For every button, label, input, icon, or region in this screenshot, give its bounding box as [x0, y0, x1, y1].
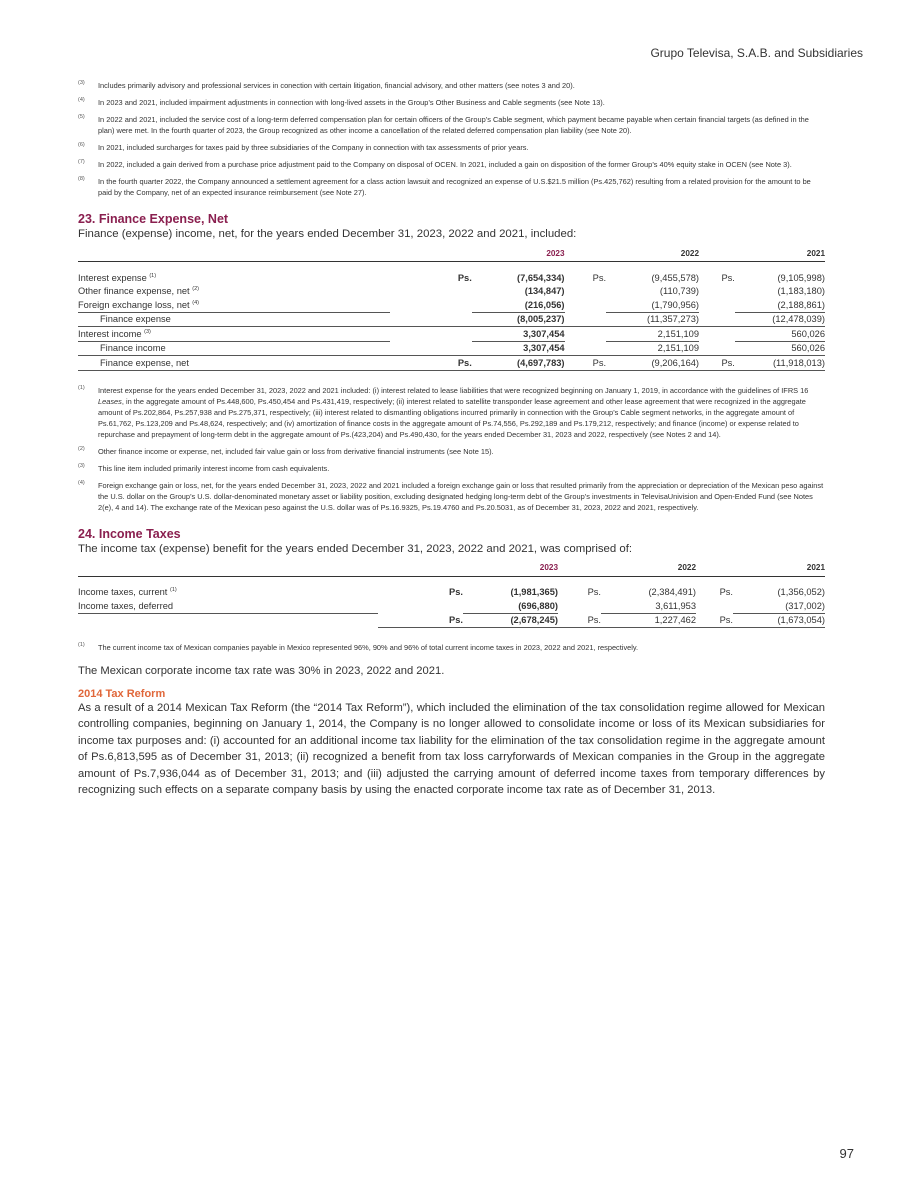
currency-label: Ps. [378, 613, 463, 628]
row-label: Finance expense [78, 312, 390, 327]
footnote-mark: (4) [78, 97, 85, 103]
footnote-text: In the fourth quarter 2022, the Company announced a settlement agreement for a class action lawsuit and recognized an expense of U.S.$21.5 million (Ps.425,762) resulting from a related provision for the amount to be paid by the Company, net of an expected insurance reimbursement (see Note 27). [98, 177, 811, 197]
footnote [78, 97, 825, 108]
currency-label: Ps. [457, 272, 472, 283]
page-number: 97 [839, 1146, 854, 1161]
income-taxes-table [78, 560, 825, 629]
currency-label: Ps. [719, 587, 733, 598]
year-header: 2023 [472, 245, 565, 262]
footnote [78, 176, 825, 198]
value-2023: (4,697,783) [472, 356, 565, 371]
footnote-text: Foreign exchange gain or loss, net, for the years ended December 31, 2023, 2022 and 2021 included a foreign exchange gain or loss that resulted primarily from the appreciation or depreciation of the Mexican peso against the U.S. dollar on the Group’s U.S. dollar-denominated monetary asset or liability position, excluding designated hedging long-term debt of the Group’s investments in TelevisaUnivision and Open-Ended Fund (see Notes 2(e), 4 and 14). The exchange rate of the Mexican peso against the U.S. dollar was of Ps.16.9325, Ps.19.4760 and Ps.20.5031, as of December 31, 2023, 2022 and 2021, respectively. [98, 480, 824, 512]
company-header: Grupo Televisa, S.A.B. and Subsidiaries [650, 46, 863, 60]
table-row [78, 298, 825, 312]
footnote-text: In 2022 and 2021, included the service cost of a long-term deferred compensation plan for certain officers of the Group’s Cable segment, which payment became payable when certain financial targets (as defined in the plan) were met. In the fourth quarter of 2023, the Group recognized as other income a cancellation of the related deferred compensation plan liability (see Note 20). [98, 115, 809, 135]
row-label: Income taxes, deferred [78, 599, 378, 613]
row-label: Finance income [78, 341, 390, 356]
currency-label: Ps. [696, 613, 733, 628]
currency-label: Ps. [587, 587, 601, 598]
table-header-row [78, 245, 825, 262]
footnote-mark: (1) [78, 642, 85, 648]
footnote-text: The current income tax of Mexican companies payable in Mexico represented 96%, 90% and 96% of total current income taxes in 2023, 2022 and 2021, respectively. [98, 643, 639, 652]
footnote [78, 385, 825, 440]
footnote [78, 80, 825, 91]
footnote-ref: (1) [149, 272, 157, 279]
footnote [78, 159, 825, 170]
footnote-mark: (1) [78, 384, 85, 391]
footnote-text-italic: Leases [98, 396, 122, 406]
value-2023: 3,307,454 [472, 327, 565, 342]
value-2021: (11,918,013) [735, 356, 825, 371]
currency-label: Ps. [390, 356, 472, 371]
row-label: Interest income [78, 328, 142, 339]
value-2023: (696,880) [463, 599, 558, 613]
footnote-mark: (3) [78, 462, 85, 469]
value-2023: (216,056) [472, 298, 565, 312]
year-header: 2022 [606, 245, 699, 262]
currency-label: Ps. [565, 356, 607, 371]
footnote-mark: (2) [78, 445, 85, 452]
value-2022: (11,357,273) [606, 312, 699, 327]
footnote-ref: (1) [170, 587, 177, 594]
footnote-mark: (8) [78, 176, 85, 182]
value-2021: (1,673,054) [733, 613, 825, 628]
value-2023: (7,654,334) [516, 272, 565, 283]
footnote [78, 463, 825, 474]
table-row [78, 586, 825, 600]
footnote-text: Interest expense for the years ended December 31, 2023, 2022 and 2021 included: (i) interest related to lease liabilities that were recognized beginning on January 1, 2019, in accordance with the guidelines of IFRS 16 [98, 385, 809, 395]
top-footnotes [78, 80, 825, 198]
currency-label: Ps. [721, 272, 735, 283]
currency-label: Ps. [558, 613, 601, 628]
footnote-text: , in the aggregate amount of Ps.448,600, Ps.450,454 and Ps.431,419, respectively; (ii) interest related to satellite transponder lease agreement and other lease agreement that were recognized in the aggregate amount of Ps.202,864, Ps.257,938 and Ps.275,371, respectively; (iii) interest related to dismantling obligations incurred primarily in connection with the Group’s Cable segment networks, in the aggregate amount of Ps.61,762, Ps.123,209 and Ps.48,624, respectively; and (iv) amortization of finance costs in the aggregate amount of Ps.74,556, Ps.292,189 and Ps.179,212, respectively; and finance (income) or expense related to repurchase and prepayment of long-term debt in the aggregate amount of Ps.(423,204) and Ps.490,430, for the years ended December 31, 2023 and 2022, respectively (see Notes 2 and 14). [98, 396, 806, 439]
value-2021: (2,188,861) [735, 298, 825, 312]
finance-expense-table [78, 245, 825, 371]
row-label: Finance expense, net [78, 356, 390, 371]
currency-label: Ps. [699, 356, 735, 371]
footnote-mark: (7) [78, 159, 85, 165]
value-2021: (1,356,052) [777, 587, 825, 598]
row-label [78, 613, 378, 628]
value-2021: (12,478,039) [735, 312, 825, 327]
value-2022: 2,151,109 [606, 327, 699, 342]
value-2023: (2,678,245) [463, 613, 558, 628]
currency-label: Ps. [592, 272, 607, 283]
row-label: Other finance expense, net [78, 286, 190, 297]
table-header-row [78, 560, 825, 577]
value-2022: (110,739) [659, 286, 700, 297]
year-header: 2023 [463, 560, 558, 577]
tax-reform-subheading: 2014 Tax Reform [78, 687, 166, 700]
row-label: Foreign exchange loss, net [78, 299, 190, 310]
value-2023: (1,981,365) [510, 587, 558, 598]
footnote [78, 142, 825, 153]
table-row [78, 327, 825, 342]
value-2022: 3,611,953 [601, 599, 696, 613]
row-label: Income taxes, current [78, 587, 168, 598]
footnote-text: In 2021, included surcharges for taxes paid by three subsidiaries of the Company in connection with tax assessments of prior years. [98, 143, 529, 152]
value-2023: (134,847) [524, 286, 565, 297]
footnote-text: In 2023 and 2021, included impairment adjustments in connection with long-lived assets in the Group’s Other Business and Cable segments (see Note 13). [98, 98, 605, 107]
footnote [78, 642, 825, 653]
table-total-row [78, 356, 825, 371]
value-2023: (8,005,237) [472, 312, 565, 327]
footnote [78, 446, 825, 457]
year-header: 2022 [601, 560, 696, 577]
table-row [78, 285, 825, 299]
section-23-title: 23. Finance Expense, Net [78, 212, 229, 226]
table-total-row [78, 613, 825, 628]
value-2022: 2,151,109 [606, 341, 699, 356]
footnote-text: This line item included primarily interest income from cash equivalents. [98, 463, 330, 473]
row-label: Interest expense [78, 272, 147, 283]
footnote-ref: (3) [144, 328, 151, 335]
footnote-mark: (4) [78, 479, 85, 486]
tax-reform-paragraph: As a result of a 2014 Mexican Tax Reform (the “2014 Tax Reform”), which included the elimination of the tax consolidation regime allowed for Mexican controlling companies, beginning on January 1, 2014, the Company is no longer allowed to consolidate income or loss of its Mexican subsidiaries for income tax purposes and: (i) accounted for an additional income tax liability for the elimination of the tax consolidation regime in the aggregate amount of Ps.6,813,595 as of December 31, 2013; (ii) recognized a benefit from tax loss carryforwards of Mexican companies in the Group in the aggregate amount of Ps.7,936,044 as of December 31, 2013; and (iii) adjusted the carrying amount of deferred income taxes from temporary differences by recognizing such effects on a separate company basis by using the enacted corporate income tax rate as of December 31, 2013. [78, 701, 825, 796]
table-row [78, 312, 825, 327]
value-2023: 3,307,454 [472, 341, 565, 356]
tax-rate-paragraph: The Mexican corporate income tax rate was 30% in 2023, 2022 and 2021. [78, 665, 445, 677]
footnote-text: In 2022, included a gain derived from a purchase price adjustment paid to the Company on disposal of OCEN. In 2021, included a gain on disposition of the former Group’s 40% equity stake in OCEN (see Note 3). [98, 160, 792, 169]
table-row [78, 599, 825, 613]
footnote-mark: (6) [78, 142, 85, 148]
currency-label: Ps. [449, 587, 463, 598]
year-header: 2021 [735, 245, 825, 262]
footnote-ref: (2) [192, 286, 199, 293]
section-23-footnotes [78, 385, 825, 513]
table-row [78, 341, 825, 356]
value-2021: (9,105,998) [777, 272, 825, 283]
footnote [78, 114, 825, 136]
value-2022: (2,384,491) [648, 587, 696, 598]
section-24-intro: The income tax (expense) benefit for the years ended December 31, 2023, 2022 and 2021, was comprised of: [78, 542, 633, 555]
value-2022: (1,790,956) [606, 298, 699, 312]
value-2021: 560,026 [735, 327, 825, 342]
value-2021: (317,002) [733, 599, 825, 613]
value-2021: 560,026 [735, 341, 825, 356]
footnote-mark: (3) [78, 80, 85, 86]
page-content [78, 80, 825, 799]
footnote-ref: (4) [192, 299, 199, 306]
footnote [78, 480, 825, 513]
value-2021: (1,183,180) [777, 286, 825, 297]
value-2022: (9,206,164) [606, 356, 699, 371]
section-24-title: 24. Income Taxes [78, 526, 181, 541]
value-2022: (9,455,578) [651, 272, 700, 283]
year-header: 2021 [733, 560, 825, 577]
footnote-text: Includes primarily advisory and professional services in conection with certain litigation, financial advisory, and other matters (see notes 3 and 20). [98, 81, 575, 90]
footnote-mark: (5) [78, 114, 85, 120]
value-2022: 1,227,462 [601, 613, 696, 628]
table-row [78, 271, 825, 285]
footnote-text: Other finance income or expense, net, included fair value gain or loss from derivative financial instruments (see Note 15). [98, 446, 494, 456]
section-23-intro: Finance (expense) income, net, for the years ended December 31, 2023, 2022 and 2021, included: [78, 228, 577, 240]
